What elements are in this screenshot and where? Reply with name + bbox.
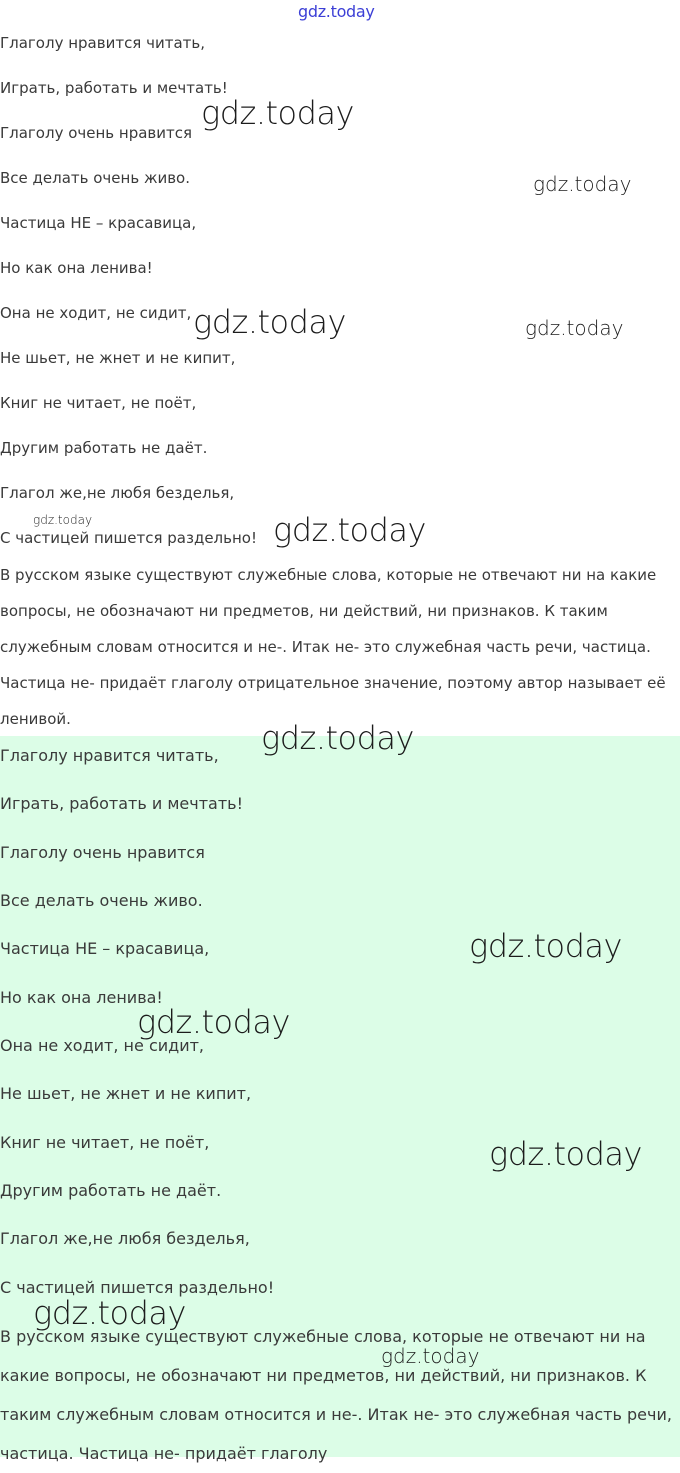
poem-line: Играть, работать и мечтать! <box>0 794 243 813</box>
poem-line: Она не ходит, не сидит, <box>0 304 192 322</box>
poem-line: Частица НЕ – красавица, <box>0 214 197 232</box>
poem-line: Все делать очень живо. <box>0 891 203 910</box>
poem-line: Но как она ленива! <box>0 988 163 1007</box>
poem-line: Глаголу нравится читать, <box>0 34 205 52</box>
poem-line: Книг не читает, не поёт, <box>0 1133 210 1152</box>
poem-line: Но как она ленива! <box>0 259 153 277</box>
watermark: gdz.today <box>201 94 354 132</box>
poem-line: Глаголу очень нравится <box>0 843 205 862</box>
poem-line: Другим работать не даёт. <box>0 439 208 457</box>
watermark: gdz.today <box>273 511 426 549</box>
poem-line: Глаголу очень нравится <box>0 124 193 142</box>
poem-line: Глагол же,не любя безделья, <box>0 484 235 502</box>
site-logo-watermark: gdz.today <box>298 2 375 21</box>
watermark: gdz.today <box>261 719 414 757</box>
poem-line: Не шьет, не жнет и не кипит, <box>0 1084 252 1103</box>
watermark: gdz.today <box>525 316 624 340</box>
poem-line: Частица НЕ – красавица, <box>0 939 210 958</box>
poem-line: Играть, работать и мечтать! <box>0 79 228 97</box>
watermark: gdz.today <box>489 1135 642 1173</box>
answer-section-2 <box>0 736 680 1463</box>
poem-line: Она не ходит, не сидит, <box>0 1036 204 1055</box>
explanation-paragraph: В русском языке существуют служебные слова, которые не отвечают ни на какие вопросы, не обозначают ни предметов, ни действий, ни признаков. К таким служебным словам относится и не-. Итак не- это служебная часть речи, частица. Частица не- придаёт глаголу отрицательное значение, поэтому автор называет её ленивой. <box>0 566 666 728</box>
poem-line: С частицей пишется раздельно! <box>0 1278 275 1297</box>
watermark: gdz.today <box>469 927 622 965</box>
watermark: gdz.today <box>33 1294 186 1332</box>
watermark: gdz.today <box>193 303 346 341</box>
watermark: gdz.today <box>533 172 632 196</box>
poem-line: С частицей пишется раздельно! <box>0 529 257 547</box>
poem-line: Все делать очень живо. <box>0 169 190 187</box>
watermark: gdz.today <box>33 513 93 527</box>
watermark: gdz.today <box>137 1003 290 1041</box>
poem-line: Не шьет, не жнет и не кипит, <box>0 349 236 367</box>
explanation-paragraph: В русском языке существуют служебные слова, которые не отвечают ни на какие вопросы, не обозначают ни предметов, ни действий, ни признаков. К таким служебным словам относится и не-. Итак не- это служебная часть речи, частица. Частица не- придаёт глаголу <box>0 1327 672 1463</box>
poem-line: Глагол же,не любя безделья, <box>0 1229 250 1248</box>
watermark: gdz.today <box>381 1344 480 1368</box>
poem-line: Глаголу нравится читать, <box>0 746 219 765</box>
poem-line: Книг не читает, не поёт, <box>0 394 197 412</box>
poem-line: Другим работать не даёт. <box>0 1181 222 1200</box>
